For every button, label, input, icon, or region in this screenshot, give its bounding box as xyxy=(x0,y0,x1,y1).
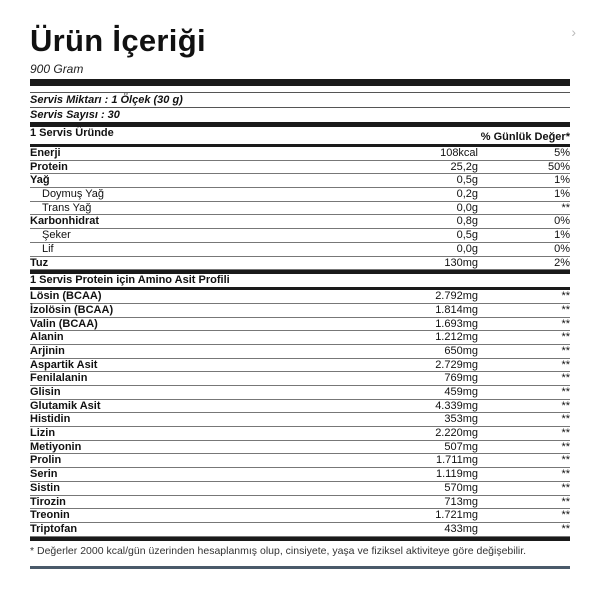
amino-name: Tirozin xyxy=(30,495,66,508)
amino-amount: 2.792mg xyxy=(435,290,478,303)
amino-row xyxy=(30,331,570,345)
amino-name: Serin xyxy=(30,468,58,481)
close-icon[interactable]: › xyxy=(571,24,576,40)
nutrient-daily-value: 0% xyxy=(554,215,570,228)
amino-row xyxy=(30,523,570,537)
amino-daily-value: ** xyxy=(561,317,570,330)
amino-name: Aspartik Asit xyxy=(30,358,98,371)
amino-daily-value: ** xyxy=(561,495,570,508)
amino-daily-value: ** xyxy=(561,522,570,535)
amino-name: İzolösin (BCAA) xyxy=(30,303,114,316)
daily-value-label: % Günlük Değer* xyxy=(480,131,570,143)
amino-row xyxy=(30,413,570,427)
amino-daily-value: ** xyxy=(561,509,570,522)
nutrient-daily-value: 1% xyxy=(554,188,570,201)
nutrient-row xyxy=(30,215,570,229)
amino-daily-value: ** xyxy=(561,454,570,467)
amino-row xyxy=(30,386,570,400)
nutrient-amount: 108kcal xyxy=(440,147,478,159)
nutrient-daily-value: 50% xyxy=(547,160,570,173)
amino-amount: 1.814mg xyxy=(435,303,478,316)
amino-section-title: 1 Servis Protein için Amino Asit Profili xyxy=(30,274,230,287)
amino-amount: 1.693mg xyxy=(435,317,478,330)
nutrient-daily-value: 1% xyxy=(554,174,570,187)
divider-thick xyxy=(30,79,570,86)
amino-amount: 1.711mg xyxy=(436,454,478,467)
amino-row xyxy=(30,372,570,386)
amino-daily-value: ** xyxy=(561,331,570,344)
nutrient-name: Doymuş Yağ xyxy=(42,188,104,201)
amino-daily-value: ** xyxy=(561,399,570,412)
amino-name: Glutamik Asit xyxy=(30,399,101,412)
amino-row xyxy=(30,509,570,523)
amino-daily-value: ** xyxy=(561,481,570,494)
amino-amount: 2.220mg xyxy=(435,427,478,440)
amino-row xyxy=(30,496,570,510)
amino-row xyxy=(30,427,570,441)
nutrient-table xyxy=(30,147,570,270)
nutrition-panel xyxy=(30,22,570,557)
nutrient-row xyxy=(30,147,570,161)
product-weight: 900 Gram xyxy=(30,62,84,76)
amino-row xyxy=(30,290,570,304)
amino-amount: 1.212mg xyxy=(435,331,478,344)
nutrient-daily-value: 0% xyxy=(554,242,570,255)
nutrient-row xyxy=(30,243,570,257)
amino-daily-value: ** xyxy=(561,358,570,371)
amino-row xyxy=(30,454,570,468)
nutrient-amount: 0,0g xyxy=(456,242,478,255)
per-serving-label: 1 Servis Üründe xyxy=(30,127,114,139)
amino-row xyxy=(30,441,570,455)
amino-amount: 713mg xyxy=(444,495,478,508)
amino-name: Lösin (BCAA) xyxy=(30,290,102,303)
amino-daily-value: ** xyxy=(561,440,570,453)
amino-name: Fenilalanin xyxy=(30,372,88,385)
nutrient-name: Protein xyxy=(30,160,68,173)
amino-row xyxy=(30,400,570,414)
nutrient-daily-value: 2% xyxy=(554,256,570,269)
amino-name: Histidin xyxy=(30,413,71,426)
nutrient-row xyxy=(30,257,570,271)
amino-name: Glisin xyxy=(30,386,61,398)
amino-row xyxy=(30,359,570,373)
amino-name: Treonin xyxy=(30,509,70,522)
amino-table xyxy=(30,290,570,536)
nutrient-daily-value: 1% xyxy=(554,229,570,242)
amino-row xyxy=(30,304,570,318)
bottom-bar xyxy=(30,566,570,569)
footnote: * Değerler 2000 kcal/gün üzerinden hesaplanmış olup, cinsiyete, yaşa ve fiziksel aktiviteye göre değişebilir. xyxy=(30,544,527,557)
table-header xyxy=(30,127,570,144)
nutrient-amount: 130mg xyxy=(444,256,478,269)
amino-daily-value: ** xyxy=(561,372,570,385)
servings-count: Servis Sayısı : 30 xyxy=(30,109,120,121)
amino-amount: 507mg xyxy=(444,440,478,453)
serving-size: Servis Miktarı : 1 Ölçek (30 g) xyxy=(30,94,183,106)
nutrient-amount: 0,5g xyxy=(456,229,478,242)
amino-daily-value: ** xyxy=(561,290,570,303)
nutrient-row xyxy=(30,202,570,216)
amino-daily-value: ** xyxy=(561,413,570,426)
amino-row xyxy=(30,482,570,496)
amino-name: Alanin xyxy=(30,331,64,344)
amino-name: Metiyonin xyxy=(30,440,82,453)
amino-amount: 433mg xyxy=(444,522,478,535)
nutrient-name: Karbonhidrat xyxy=(30,215,100,228)
amino-name: Valin (BCAA) xyxy=(30,317,98,330)
amino-name: Lizin xyxy=(30,427,56,440)
amino-row xyxy=(30,318,570,332)
nutrient-row xyxy=(30,229,570,243)
amino-daily-value: ** xyxy=(561,386,570,398)
amino-amount: 1.721mg xyxy=(435,509,478,522)
nutrient-amount: 0,5g xyxy=(456,174,478,187)
nutrient-daily-value: 5% xyxy=(554,147,570,159)
nutrient-amount: 0,8g xyxy=(456,215,478,228)
amino-amount: 4.339mg xyxy=(435,399,478,412)
nutrient-row xyxy=(30,174,570,188)
divider-thick xyxy=(30,537,570,541)
amino-amount: 459mg xyxy=(444,386,478,398)
nutrient-name: Lif xyxy=(42,242,54,255)
amino-name: Arjinin xyxy=(30,344,65,357)
amino-row xyxy=(30,468,570,482)
nutrient-name: Şeker xyxy=(42,229,71,242)
amino-amount: 769mg xyxy=(444,372,478,385)
nutrient-row xyxy=(30,161,570,175)
amino-name: Sistin xyxy=(30,481,60,494)
amino-amount: 650mg xyxy=(444,344,478,357)
amino-daily-value: ** xyxy=(561,427,570,440)
amino-amount: 353mg xyxy=(444,413,478,426)
nutrient-amount: 0,2g xyxy=(456,188,478,201)
nutrient-daily-value: ** xyxy=(561,201,570,214)
nutrient-amount: 25,2g xyxy=(450,160,478,173)
nutrient-name: Trans Yağ xyxy=(42,201,92,214)
amino-name: Triptofan xyxy=(30,522,78,535)
nutrient-row xyxy=(30,188,570,202)
amino-name: Prolin xyxy=(30,454,62,467)
amino-daily-value: ** xyxy=(561,344,570,357)
amino-amount: 1.119mg xyxy=(436,468,478,481)
amino-amount: 2.729mg xyxy=(435,358,478,371)
amino-row xyxy=(30,345,570,359)
amino-daily-value: ** xyxy=(561,303,570,316)
amino-daily-value: ** xyxy=(561,468,570,481)
nutrient-amount: 0,0g xyxy=(456,201,478,214)
nutrient-name: Yağ xyxy=(30,174,50,187)
nutrient-name: Tuz xyxy=(30,256,49,269)
amino-amount: 570mg xyxy=(444,481,478,494)
nutrient-name: Enerji xyxy=(30,147,61,159)
page-title: Ürün İçeriği xyxy=(30,23,206,58)
